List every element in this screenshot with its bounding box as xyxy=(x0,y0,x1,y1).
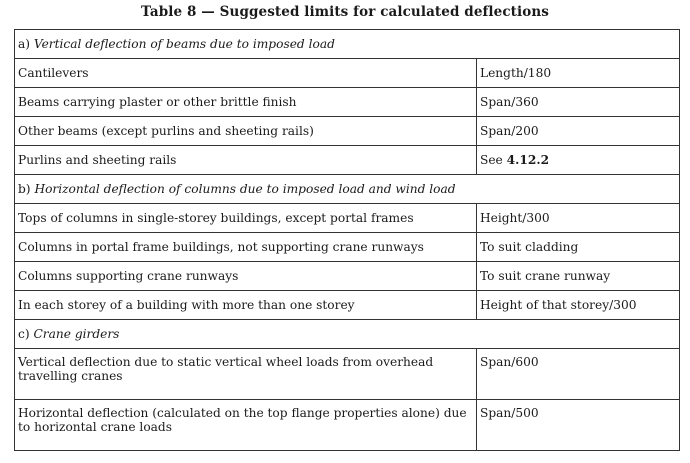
table-row xyxy=(15,262,680,291)
item-cell: In each storey of a building with more than one storey xyxy=(15,291,477,320)
section-prefix: b) xyxy=(18,182,31,196)
item-cell: Horizontal deflection (calculated on the top flange properties alone) due to horizontal crane loads xyxy=(15,400,477,451)
item-cell: Columns supporting crane runways xyxy=(15,262,477,291)
table-row xyxy=(15,204,680,233)
table-row xyxy=(15,146,680,175)
limit-cell: To suit cladding xyxy=(477,233,680,262)
section-header-cell xyxy=(15,320,680,349)
section-header-c xyxy=(15,320,680,349)
section-title: Crane girders xyxy=(33,327,120,341)
table-row xyxy=(15,59,680,88)
clause-reference: 4.12.2 xyxy=(506,153,550,167)
item-cell: Purlins and sheeting rails xyxy=(15,146,477,175)
section-header-cell xyxy=(15,175,680,204)
limit-cell xyxy=(477,146,680,175)
limit-cell: Span/200 xyxy=(477,117,680,146)
section-prefix: a) xyxy=(18,37,31,51)
table-row xyxy=(15,349,680,400)
limit-cell: To suit crane runway xyxy=(477,262,680,291)
item-cell: Vertical deflection due to static vertical wheel loads from overhead travelling cranes xyxy=(15,349,477,400)
table-row xyxy=(15,400,680,451)
limit-prefix: See xyxy=(480,153,503,167)
item-cell: Tops of columns in single-storey buildings, except portal frames xyxy=(15,204,477,233)
table-row xyxy=(15,88,680,117)
item-cell: Other beams (except purlins and sheeting rails) xyxy=(15,117,477,146)
section-header-a xyxy=(15,30,680,59)
table-row xyxy=(15,233,680,262)
section-title: Vertical deflection of beams due to imposed load xyxy=(33,37,335,51)
limit-cell: Span/500 xyxy=(477,400,680,451)
section-header-cell xyxy=(15,30,680,59)
limit-cell: Height/300 xyxy=(477,204,680,233)
item-cell: Columns in portal frame buildings, not supporting crane runways xyxy=(15,233,477,262)
limit-cell: Height of that storey/300 xyxy=(477,291,680,320)
table-row xyxy=(15,291,680,320)
table-caption: Table 8 — Suggested limits for calculated deflections xyxy=(141,4,549,20)
section-header-b xyxy=(15,175,680,204)
limit-cell: Length/180 xyxy=(477,59,680,88)
item-cell: Beams carrying plaster or other brittle finish xyxy=(15,88,477,117)
item-cell: Cantilevers xyxy=(15,59,477,88)
section-prefix: c) xyxy=(18,327,30,341)
section-title: Horizontal deflection of columns due to imposed load and wind load xyxy=(34,182,456,196)
deflection-limits-table xyxy=(14,29,680,451)
limit-cell: Span/600 xyxy=(477,349,680,400)
limit-cell: Span/360 xyxy=(477,88,680,117)
table-row xyxy=(15,117,680,146)
